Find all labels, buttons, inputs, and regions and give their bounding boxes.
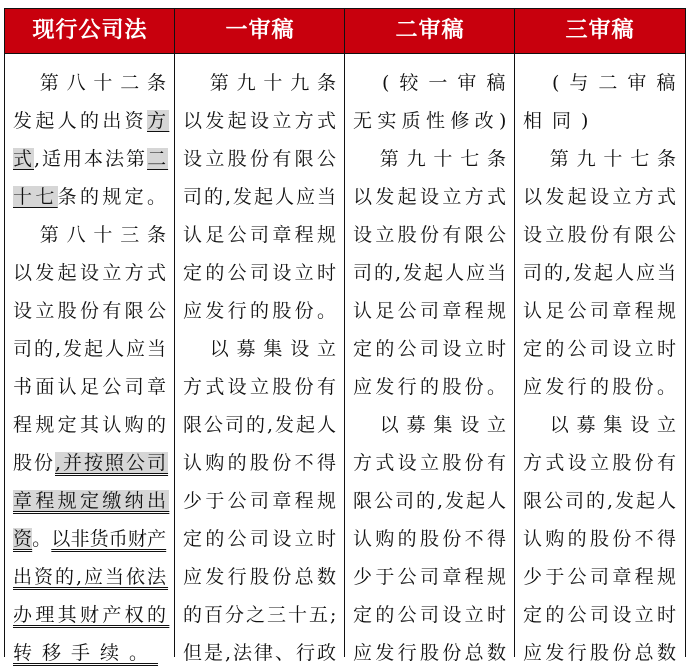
text-segment: 以发起设立方式 <box>183 110 340 132</box>
text-line <box>353 558 509 596</box>
text-line <box>13 292 169 330</box>
text-line <box>523 64 685 102</box>
text-segment: 设立股份有限公 <box>523 224 680 246</box>
text-line <box>183 596 338 634</box>
text-line <box>183 368 339 406</box>
text-line <box>353 64 515 102</box>
text-line <box>523 368 679 406</box>
text-line <box>183 64 344 102</box>
text-segment: 应发行的股份。 <box>183 300 340 322</box>
text-segment: 以募集设立 <box>183 338 344 360</box>
text-line <box>183 140 339 178</box>
text-segment: 方式设立股份有 <box>183 376 340 398</box>
text-segment: 程规定其认购的 <box>13 414 170 436</box>
text-segment: 司的,发起人应当 <box>353 262 509 284</box>
text-segment: 章程规定缴纳出 <box>13 490 170 512</box>
text-segment: 司的,发起人应当 <box>183 186 339 208</box>
text-segment: 应发行的股份。 <box>353 376 510 398</box>
text-segment: 发起人的出资 <box>13 110 148 132</box>
text-segment: 限公司的,发起人 <box>183 414 339 436</box>
text-line <box>353 482 508 520</box>
text-line <box>13 102 169 140</box>
text-segment: 少于公司章程规 <box>353 566 510 588</box>
header-first-draft: 一审稿 <box>225 18 295 43</box>
text-line <box>13 140 168 178</box>
header-second-draft: 二审稿 <box>395 18 465 43</box>
text-segment: 认购的股份不得 <box>183 452 340 474</box>
text-segment: 股份 <box>13 452 56 474</box>
text-segment: 无实质性修改) <box>353 110 512 132</box>
text-segment: 出资的,应当依法 <box>13 566 169 588</box>
table-header-row <box>5 8 685 54</box>
text-line <box>353 520 509 558</box>
text-line <box>523 444 679 482</box>
text-segment: 少于公司章程规 <box>523 566 680 588</box>
text-segment: 但是,法律、行政 <box>183 642 339 664</box>
text-line <box>13 482 169 520</box>
text-segment: ,并按照公司 <box>55 452 169 474</box>
text-segment: 应发行的股份。 <box>523 376 680 398</box>
text-line <box>353 292 509 330</box>
text-line <box>523 178 679 216</box>
text-line <box>13 330 168 368</box>
text-segment: 以发起设立方式 <box>353 186 510 208</box>
column-divider <box>174 8 175 657</box>
text-line <box>523 596 679 634</box>
text-segment: 十七 <box>13 186 58 208</box>
text-segment: 定的公司设立时 <box>353 338 510 360</box>
text-segment: 认足公司章程规 <box>183 224 340 246</box>
text-line <box>353 254 508 292</box>
text-segment: 书面认足公司章 <box>13 376 170 398</box>
text-segment: 第九十七条 <box>523 148 684 170</box>
text-segment: 的百分之三十五; <box>183 604 339 626</box>
text-segment: 司的,发起人应当 <box>13 338 169 360</box>
text-segment: 第八十三条 <box>13 224 174 246</box>
text-line <box>523 406 684 444</box>
text-line <box>13 368 169 406</box>
text-segment: 限公司的,发起人 <box>353 490 509 512</box>
text-line <box>13 254 169 292</box>
text-segment: 少于公司章程规 <box>183 490 340 512</box>
text-line <box>183 178 338 216</box>
text-segment: 设立股份有限公 <box>183 148 340 170</box>
text-segment: 设立股份有限公 <box>13 300 170 322</box>
text-line <box>523 330 679 368</box>
text-line <box>523 520 679 558</box>
text-segment: 认足公司章程规 <box>353 300 510 322</box>
text-line <box>183 558 339 596</box>
text-line <box>183 102 339 140</box>
text-segment: 第九十七条 <box>353 148 514 170</box>
text-line <box>353 216 509 254</box>
text-segment: 认足公司章程规 <box>523 300 680 322</box>
text-segment: 定的公司设立时 <box>523 604 680 626</box>
text-line <box>183 254 339 292</box>
text-segment: 定的公司设立时 <box>183 528 340 550</box>
text-segment: 限公司的,发起人 <box>523 490 679 512</box>
text-segment: 方式设立股份有 <box>353 452 510 474</box>
text-line <box>523 558 679 596</box>
text-line <box>183 634 338 672</box>
text-line <box>523 292 679 330</box>
text-line <box>353 140 514 178</box>
text-segment: 二 <box>147 148 169 170</box>
text-line <box>523 102 598 140</box>
text-segment: 应发行股份总数 <box>183 566 340 588</box>
column-divider <box>344 8 345 657</box>
text-segment: 方式设立股份有 <box>523 452 680 474</box>
text-line <box>523 482 678 520</box>
text-segment: 以募集设立 <box>523 414 684 436</box>
text-segment: 以发起设立方式 <box>13 262 170 284</box>
text-segment: 认购的股份不得 <box>353 528 510 550</box>
text-line <box>183 216 339 254</box>
text-segment: 定的公司设立时 <box>183 262 340 284</box>
text-segment: 司的,发起人应当 <box>523 262 679 284</box>
text-segment: 认购的股份不得 <box>523 528 680 550</box>
header-current-law: 现行公司法 <box>32 18 148 43</box>
text-line <box>353 330 509 368</box>
text-segment: 应发行股份总数 <box>523 642 680 664</box>
comparison-table <box>4 8 686 664</box>
text-line <box>353 596 509 634</box>
text-segment: 式 <box>13 148 35 170</box>
text-segment: 定的公司设立时 <box>353 604 510 626</box>
text-line <box>523 254 678 292</box>
text-segment: 以非货币财产 <box>51 528 167 550</box>
text-line <box>183 292 339 330</box>
text-line <box>13 596 169 634</box>
text-segment: 第八十二条 <box>13 72 174 94</box>
text-segment: 转移手续。 <box>13 642 159 664</box>
text-segment: (与二审稿 <box>523 72 686 94</box>
text-segment: 资 <box>13 528 33 550</box>
text-line <box>13 216 174 254</box>
text-line <box>523 140 684 178</box>
text-segment: 条的规定。 <box>57 186 170 208</box>
text-line <box>523 634 679 672</box>
text-line <box>13 406 169 444</box>
text-segment: 定的公司设立时 <box>523 338 680 360</box>
text-segment: (较一审稿 <box>353 72 516 94</box>
text-segment: 。 <box>32 528 52 550</box>
text-line <box>183 482 339 520</box>
text-segment: 设立股份有限公 <box>353 224 510 246</box>
text-segment: 办理其财产权的 <box>13 604 170 626</box>
text-line <box>183 444 339 482</box>
text-line <box>13 444 168 482</box>
text-line <box>13 558 168 596</box>
text-line <box>353 444 509 482</box>
column-divider <box>514 8 515 657</box>
text-line <box>183 330 344 368</box>
text-line <box>353 178 509 216</box>
text-segment: ,适用本法第 <box>34 148 148 170</box>
text-line <box>13 178 169 216</box>
text-line <box>183 520 339 558</box>
text-line <box>353 406 514 444</box>
text-line <box>353 634 509 672</box>
text-line <box>353 102 512 140</box>
text-segment: 以募集设立 <box>353 414 514 436</box>
text-segment: 以发起设立方式 <box>523 186 680 208</box>
text-line <box>523 216 679 254</box>
text-line <box>353 368 509 406</box>
text-segment: 应发行股份总数 <box>353 642 510 664</box>
text-segment: 第九十九条 <box>183 72 344 94</box>
text-line <box>13 520 166 558</box>
text-segment: 相同) <box>523 110 599 132</box>
text-line <box>13 64 174 102</box>
text-segment: 方 <box>147 110 170 132</box>
header-third-draft: 三审稿 <box>565 18 635 43</box>
text-line <box>183 406 338 444</box>
text-line <box>13 634 158 672</box>
